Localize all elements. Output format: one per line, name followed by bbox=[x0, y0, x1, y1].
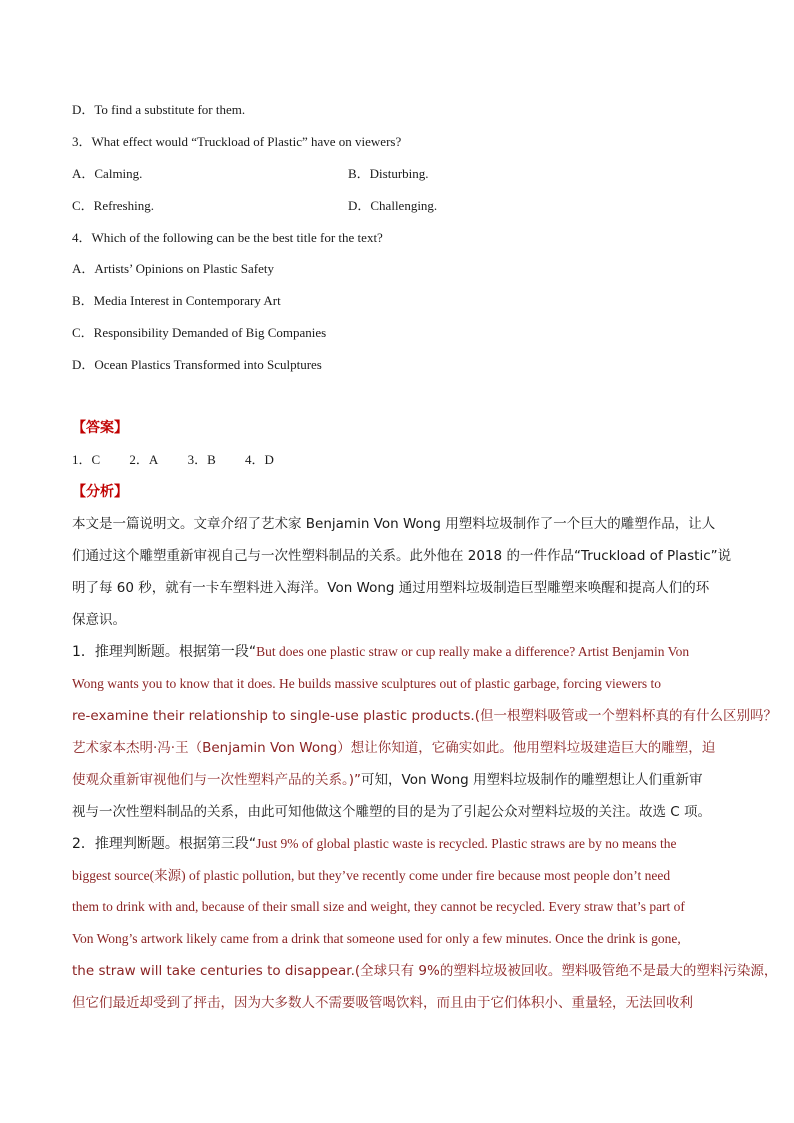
analysis-q1-quote: 使观众重新审视他们与一次性塑料产品的关系。)” bbox=[72, 772, 362, 788]
q3-option-d: D．Challenging. bbox=[348, 198, 438, 213]
q4-option-d: D．Ocean Plastics Transformed into Sculptures bbox=[72, 357, 322, 372]
summary-line: 们通过这个雕塑重新审视自己与一次性塑料制品的关系。此外他在 2018 的一件作品“Truckload of Plastic”说 bbox=[72, 548, 732, 564]
summary-line: 保意识。 bbox=[72, 612, 126, 628]
analysis-q2-quote: them to drink with and, because of their small size and weight, they cannot be recycled. Every straw that’s part of bbox=[72, 899, 685, 914]
analysis-q2-quote: the straw will take centuries to disappear.(全球只有 9%的塑料垃圾被回收。塑料吸管绝不是最大的塑料污染源， bbox=[72, 963, 778, 979]
analysis-q1-quote: Wong wants you to know that it does. He builds massive sculptures out of plastic garbage, forcing viewers to bbox=[72, 676, 662, 691]
answer-item: 4．D bbox=[244, 452, 274, 467]
analysis-q1-quote: re-examine their relationship to single-use plastic products.(但一根塑料吸管或一个塑料杯真的有什么区别吗？ bbox=[72, 708, 777, 724]
analysis-q2-quote: biggest source(来源) of plastic pollution, but they’ve recently come under fire because most people don’t need bbox=[72, 868, 671, 883]
analysis-q1-quote: But does one plastic straw or cup really make a difference? Artist Benjamin Von bbox=[256, 644, 690, 659]
q3-option-a: A．Calming. bbox=[72, 166, 143, 181]
q4-option-c: C．Responsibility Demanded of Big Companies bbox=[72, 325, 327, 340]
analysis-q2-prefix: 2．推理判断题。根据第三段“ bbox=[72, 836, 257, 852]
q4-option-b: B．Media Interest in Contemporary Art bbox=[72, 293, 281, 308]
analysis-q2-quote: Just 9% of global plastic waste is recycled. Plastic straws are by no means the bbox=[256, 836, 677, 851]
q4-option-a: A．Artists’ Opinions on Plastic Safety bbox=[72, 261, 274, 276]
analysis-q2-line bbox=[72, 834, 676, 854]
answer-item: 3．B bbox=[187, 452, 216, 467]
q3-stem: 3．What effect would “Truckload of Plastic” have on viewers? bbox=[72, 134, 402, 149]
analysis-q2-quote: 但它们最近却受到了抨击，因为大多数人不需要吸管喝饮料，而且由于它们体积小、重量轻，无法回收利 bbox=[72, 995, 693, 1011]
q3-option-b: B．Disturbing. bbox=[348, 166, 429, 181]
analysis-q2-quote: Von Wong’s artwork likely came from a drink that someone used for only a few minutes. Once the drink is gone, bbox=[72, 931, 681, 946]
summary-line: 明了每 60 秒，就有一卡车塑料进入海洋。Von Wong 通过用塑料垃圾制造巨型雕塑来唤醒和提高人们的环 bbox=[72, 580, 710, 596]
analysis-q1-suffix: 可知，Von Wong 用塑料垃圾制作的雕塑想让人们重新审 bbox=[361, 772, 703, 788]
analysis-q1-quote: 艺术家本杰明·冯·王（Benjamin Von Wong）想让你知道，它确实如此。他用塑料垃圾建造巨大的雕塑，迫 bbox=[72, 740, 716, 756]
analysis-q1-line bbox=[72, 770, 703, 790]
q3-option-c: C．Refreshing. bbox=[72, 198, 154, 213]
analysis-q1-line bbox=[72, 642, 689, 662]
summary-line: 本文是一篇说明文。文章介绍了艺术家 Benjamin Von Wong 用塑料垃圾制作了一个巨大的雕塑作品，让人 bbox=[72, 516, 716, 532]
q4-stem: 4．Which of the following can be the best title for the text? bbox=[72, 230, 383, 245]
answer-item: 2．A bbox=[129, 452, 159, 467]
analysis-q1-tail: 视与一次性塑料制品的关系，由此可知他做这个雕塑的目的是为了引起公众对塑料垃圾的关注。故选 C 项。 bbox=[72, 804, 712, 820]
answer-list bbox=[72, 450, 274, 470]
analysis-q1-prefix: 1．推理判断题。根据第一段“ bbox=[72, 644, 257, 660]
q2-option-d: D．To find a substitute for them. bbox=[72, 102, 246, 117]
analysis-heading: 【分析】 bbox=[72, 484, 128, 500]
answer-heading: 【答案】 bbox=[72, 420, 128, 436]
answer-item: 1．C bbox=[72, 452, 101, 467]
